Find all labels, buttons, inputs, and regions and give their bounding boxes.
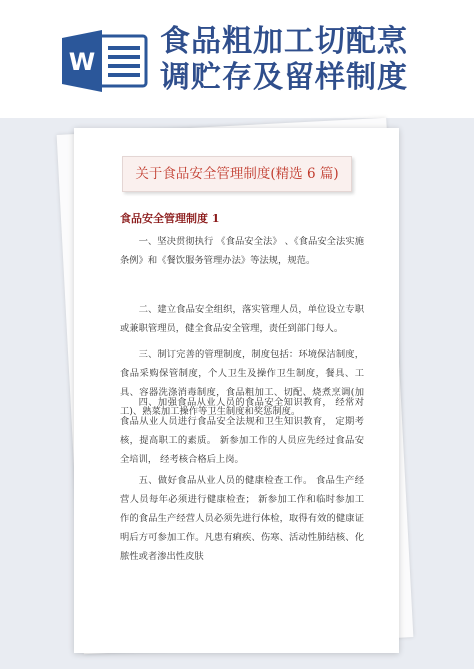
word-document-icon	[62, 30, 150, 92]
word-logo-letter: W	[68, 48, 96, 76]
header-banner	[0, 0, 474, 118]
paragraph-3: 三、制订完善的管理制度，制度包括：环境保洁制度，食品采购保管制度，个人卫生及操作卫生制度，餐具、工具、容器洗涤消毒制度，食品粗加工、切配、烧煮烹调(加工)、熟菜加工操作等卫生制度和奖惩制度。	[120, 349, 364, 417]
paragraph-4: 四、加强食品从业人员的食品安全知识教育， 经常对食品从业人员进行食品安全法规和卫生知识教育， 定期考核，提高职工的素质。 新参加工作的人员应先经过食品安全培训， 经考核合格后上岗。	[120, 397, 364, 465]
paragraph-2: 二、建立食品安全组织，落实管理人员，单位设立专职或兼职管理员，健全食品安全管理，责任到部门每人。	[120, 304, 364, 334]
banner-title-line-1: 食品粗加工切配烹	[160, 24, 408, 59]
document-title: 关于食品安全管理制度(精选 6 篇)	[122, 156, 352, 192]
document-page	[74, 128, 399, 653]
banner-title	[160, 24, 460, 96]
paragraph-5: 五、做好食品从业人员的健康检查工作。 食品生产经营人员每年必须进行健康检查； 新参加工作和临时参加工作的食品生产经营人员必须先进行体检，取得有效的健康证明后方可参加工作。凡患有痢疾、伤寒、活动性肺结核、化脓性或者渗出性皮肤	[120, 475, 364, 562]
banner-title-line-2: 调贮存及留样制度	[160, 60, 408, 95]
section-heading: 食品安全管理制度 1	[120, 212, 220, 225]
paragraph-1: 一、坚决贯彻执行 《食品安全法》 、《食品安全法实施条例》和《餐饮服务管理办法》等法规，规范。	[120, 236, 364, 266]
